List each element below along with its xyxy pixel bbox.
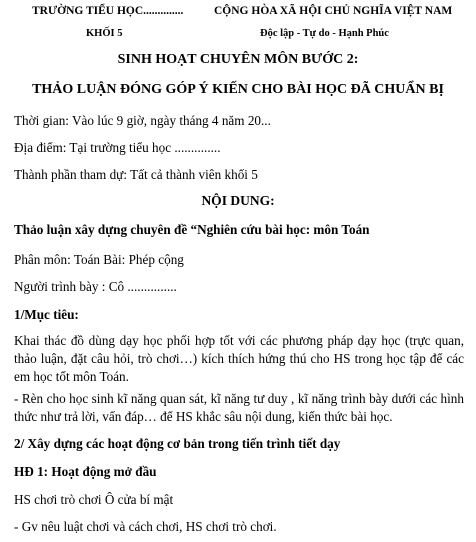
topic-line: Thảo luận xây dựng chuyên đề “Nghiên cứu bài học: môn Toán <box>14 222 370 237</box>
hd1-heading: HĐ 1: Hoạt động mở đầu <box>14 464 157 479</box>
main-title: SINH HOẠT CHUYÊN MÔN BƯỚC 2: <box>117 52 359 67</box>
activities-heading: 2/ Xây dựng các hoạt động cơ bản trong tiến trình tiết dạy <box>14 436 341 451</box>
presenter-line: Người trình bày : Cô ............... <box>14 279 177 294</box>
goal-paragraph-2: - Rèn cho học sinh kĩ năng quan sát, kĩ năng tư duy , kĩ năng trình bày dưới các hình thức như trả lời, vấn đáp… để HS khắc sâu nội dung, kiến thức bài học. <box>14 391 464 424</box>
hd1-line-2: - Gv nêu luật chơi và cách chơi, HS chơi trò chơi. <box>14 519 277 534</box>
republic-name: CỘNG HÒA XÃ HỘI CHỦ NGHĨA VIỆT NAM <box>214 5 453 17</box>
subject-line: Phân môn: Toán Bài: Phép cộng <box>14 252 184 267</box>
goal-paragraph-1: Khai thác đồ dùng dạy học phối hợp tốt với các phương pháp dạy học (trực quan, thảo luận, đặt câu hỏi, trò chơi…) kích thích hứng thú cho HS trong học tập để các em học tốt môn Toán. <box>14 333 464 384</box>
hd1-line-1: HS chơi trò chơi Ô cửa bí mật <box>14 492 174 507</box>
meeting-time: Thời gian: Vào lúc 9 giờ, ngày tháng 4 năm 20... <box>14 113 271 128</box>
meeting-place: Địa điểm: Tại trường tiểu học .............. <box>14 140 221 155</box>
goal-heading: 1/Mục tiêu: <box>14 307 79 322</box>
grade-label: KHỐI 5 <box>86 28 123 39</box>
motto: Độc lập - Tự do - Hạnh Phúc <box>260 28 389 39</box>
sub-title: THẢO LUẬN ĐÓNG GÓP Ý KIẾN CHO BÀI HỌC ĐÃ CHUẨN BỊ <box>32 82 444 97</box>
meeting-members: Thành phần tham dự: Tất cả thành viên khối 5 <box>14 167 258 182</box>
content-heading: NỘI DUNG: <box>201 193 275 208</box>
school-name: TRƯỜNG TIỂU HỌC.............. <box>32 5 184 17</box>
